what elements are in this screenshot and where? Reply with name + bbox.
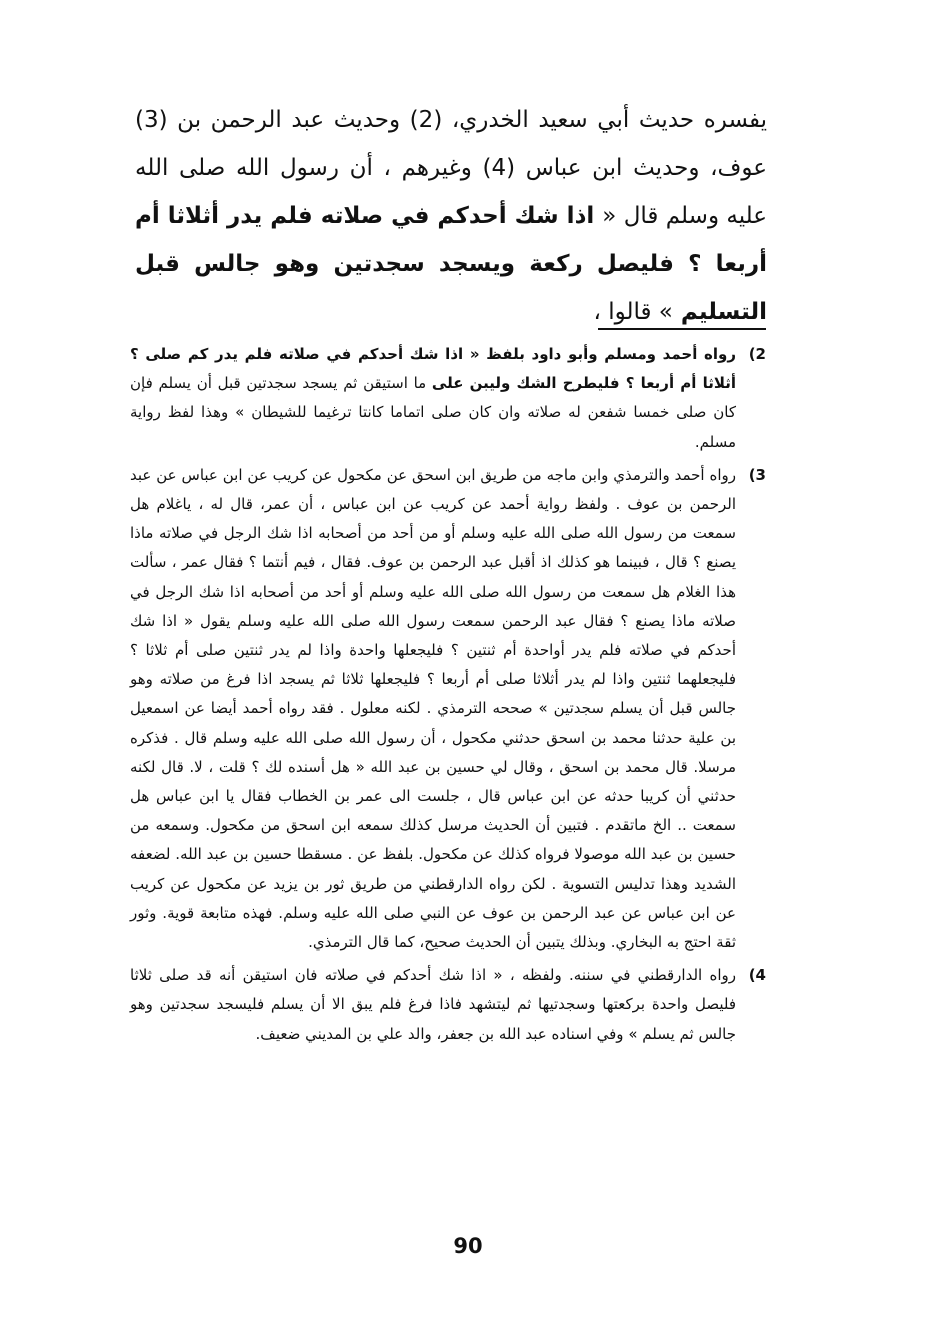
- footnote-text: رواه الدارقطني في سننه. ولفظه ، « اذا شك أحدكم في صلاته فان استيقن أنه قد صلى ثلاثا فليصل واحدة بركعتها وسجدتيها ثم ليتشهد فاذا فرغ فلم يبق الا أن يسلم فليسجد سجدتين وهو جالس ثم يسلم » وفي اسناده عبد الله بن جعفر، والد علي بن المديني ضعيف.: [130, 966, 736, 1043]
- main-text-intro: يفسره حديث أبي سعيد الخدري، (2) وحديث عبد الرحمن بن (3) عوف، وحديث ابن عباس (4) وغيرهم ، أن رسول الله صلى الله عليه وسلم قال «: [135, 107, 767, 229]
- footnote-2: [130, 340, 766, 457]
- footnote-bold-text: رواه أحمد ومسلم وأبو داود بلفظ « اذا شك أحدكم في صلاته فلم يدر كم صلى ؟ أثلاثا أم أربعا ؟ فليطرح الشك وليبن على: [130, 345, 737, 393]
- footnote-separator: [598, 328, 766, 330]
- main-text-hadith: اذا شك أحدكم في صلاته فلم يدر أثلاثا أم أربعا ؟ فليصل ركعة ويسجد سجدتين وهو جالس قبل التسليم: [135, 203, 767, 325]
- footnote-number: (2: [748, 345, 766, 363]
- footnote-4: [130, 961, 766, 1049]
- main-text-tail: » قالوا ،: [593, 299, 673, 325]
- footnote-number: (3: [748, 465, 766, 484]
- footnote-text: ما استيقن ثم يسجد سجدتين قبل أن يسلم فإن كان صلى خمسا شفعن له صلاته وان كان صلى اتماما كانتا ترغيما للشيطان » وهذا لفظ رواية مسلم.: [130, 374, 736, 451]
- main-paragraph-text: [135, 96, 767, 336]
- footnote-number: (4: [748, 966, 766, 985]
- footnote-text: رواه أحمد والترمذي وابن ماجه من طريق ابن اسحق عن مكحول عن كريب عن ابن عباس عن عبد الرحمن بن عوف . ولفظ رواية أحمد عن كريب عن ابن عباس ، أن عمر، قال له ، ياغلام هل سمعت من رسول الله صلى الله عليه وسلم أو من أحد من أصحابه اذا شك الرجل في صلاته ماذا يصنع ؟ قال ، فبينما هو كذلك اذ أقبل عبد الرحمن بن عوف. فقال ، فيم أنتما ؟ فقال عمر ، سألت هذا الغلام هل سمعت من رسول الله صلى الله عليه وسلم أو أحد من أصحابه اذا شك الرجل في صلاته ماذا يصنع ؟ فقال عبد الرحمن سمعت رسول الله صلى الله عليه وسلم يقول « اذا شك أحدكم في صلاته فلم يدر أواحدة أم ثنتين ؟ فليجعلها واحدة واذا لم يدر ثنتين صلى أم ثلاثا ؟ فليجعلهما ثنتين واذا لم يدر أثلاثا صلى أم أربعا ؟ فليجعلها ثلاثا ثم يسجد اذا فرغ من صلاته وهو جالس قبل أن يسلم سجدتين » صححه الترمذي . لكنه معلول . فقد رواه أحمد أيضا عن اسمعيل بن علية حدثنا محمد بن اسحق حدثني مكحول ، أن رسول الله صلى الله عليه وسلم قال . فذكره مرسلا. قال محمد بن اسحق ، وقال لي حسين بن عبد الله « هل أسنده لك ؟ قلت ، لا. قال لكنه حدثني أن كريبا حدثه عن ابن عباس قال ، جلست الى عمر بن الخطاب فقال يا ابن عباس هل سمعت .. الخ ماتقدم . فتبين أن الحديث مرسل كذلك سمعه ابن اسحق من مكحول. وسمعه من حسين بن عبد الله موصولا فرواه كذلك عن مكحول. بلفظ عن . مسقطا حسين بن عبد الله. لضعفه الشديد وهذا تدليس التسوية . لكن رواه الدارقطني من طريق ثور بن يزيد عن مكحول عن كريب عن ابن عباس عن عبد الرحمن بن عوف عن النبي صلى الله عليه وسلم. فهذه متابعة قوية. وثور ثقة احتج به البخاري. وبذلك يتبين أن الحديث صحيح، كما قال الترمذي.: [130, 465, 736, 952]
- main-paragraph: [135, 96, 767, 336]
- page-number: 90: [453, 1234, 483, 1258]
- footnotes-section: [130, 340, 766, 1053]
- footnote-3: [130, 461, 766, 957]
